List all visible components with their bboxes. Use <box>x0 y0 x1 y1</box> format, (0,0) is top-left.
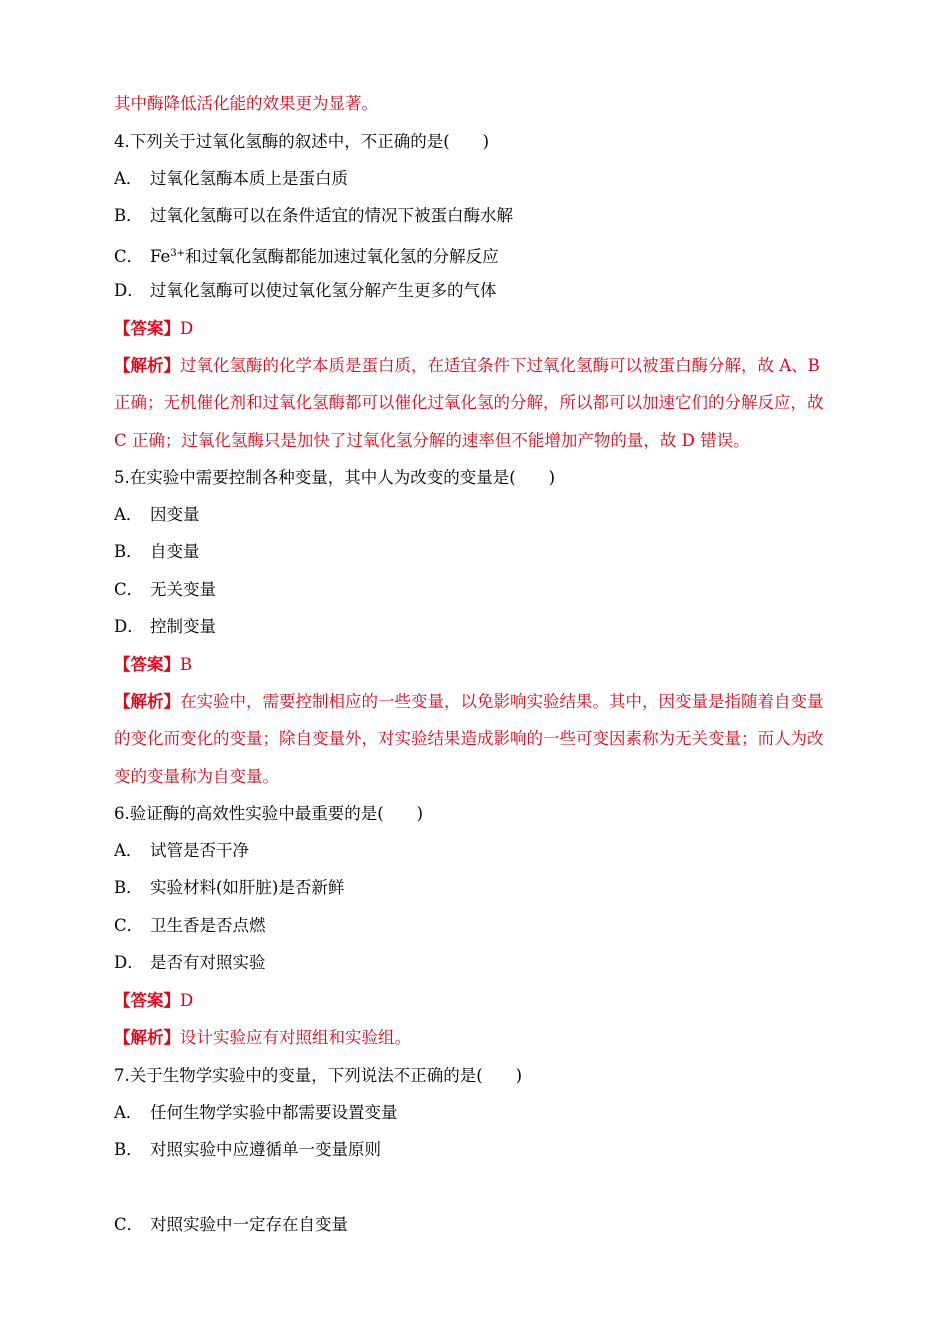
answer-tag: 【答案】 <box>114 991 180 1010</box>
question-4-option-b <box>114 205 513 227</box>
option-letter: C． <box>114 580 144 599</box>
option-text: 对照实验中一定存在自变量 <box>150 1215 348 1234</box>
question-5-analysis-line-1 <box>114 691 824 713</box>
analysis-tag: 【解析】 <box>114 692 180 711</box>
option-letter: D． <box>114 281 144 300</box>
option-text: 是否有对照实验 <box>150 953 266 972</box>
question-4-analysis-line-3: C 正确；过氧化氢酶只是加快了过氧化氢分解的速率但不能增加产物的量，故 D 错误。 <box>114 431 750 450</box>
question-5-option-a <box>114 504 200 526</box>
answer-tag: 【答案】 <box>114 655 180 674</box>
option-text: 任何生物学实验中都需要设置变量 <box>150 1103 398 1122</box>
question-5-option-c <box>114 579 216 601</box>
option-text: 控制变量 <box>150 617 216 636</box>
option-letter: B． <box>114 206 143 225</box>
question-6-stem: 6.验证酶的高效性实验中最重要的是( ) <box>114 804 424 823</box>
option-letter: B． <box>114 1140 143 1159</box>
question-4-analysis-line-2: 正确；无机催化剂和过氧化氢酶都可以催化过氧化氢的分解，所以都可以加速它们的分解反应，故 <box>114 393 824 412</box>
question-5-analysis-line-3: 变的变量称为自变量。 <box>114 767 279 786</box>
option-letter: C． <box>114 1215 144 1234</box>
answer-value: B <box>180 655 193 674</box>
analysis-tag: 【解析】 <box>114 356 180 375</box>
answer-value: D <box>180 319 194 338</box>
option-text: 过氧化氢酶本质上是蛋白质 <box>150 169 348 188</box>
question-4-option-d <box>114 280 497 302</box>
question-6-option-b <box>114 877 344 899</box>
option-text: 过氧化氢酶可以使过氧化氢分解产生更多的气体 <box>150 281 497 300</box>
question-5-stem: 5.在实验中需要控制各种变量，其中人为改变的变量是( ) <box>114 468 556 487</box>
option-letter: A． <box>114 169 143 188</box>
option-text: 试管是否干净 <box>150 841 249 860</box>
question-7-option-c <box>114 1214 348 1236</box>
option-text: 卫生香是否点燃 <box>150 916 266 935</box>
question-5-analysis-line-2: 的变化而变化的变量；除自变量外，对实验结果造成影响的一些可变因素称为无关变量；而人为改 <box>114 729 824 748</box>
option-letter: B． <box>114 878 143 897</box>
question-6-option-d <box>114 952 266 974</box>
option-superscript: 3+ <box>170 248 186 259</box>
option-letter: C． <box>114 916 144 935</box>
option-text: 过氧化氢酶可以在条件适宜的情况下被蛋白酶水解 <box>150 206 513 225</box>
option-letter: D． <box>114 617 144 636</box>
question-4-answer <box>114 318 193 340</box>
option-letter: C． <box>114 247 144 266</box>
question-6-option-a <box>114 840 249 862</box>
question-4-option-c <box>114 243 499 268</box>
question-4-stem: 4.下列关于过氧化氢酶的叙述中，不正确的是( ) <box>114 132 490 151</box>
option-text: 实验材料(如肝脏)是否新鲜 <box>150 878 345 897</box>
question-6-option-c <box>114 915 266 937</box>
question-6-analysis-line-1 <box>114 1027 411 1049</box>
option-text-prefix: Fe <box>150 247 171 266</box>
option-letter: B． <box>114 542 143 561</box>
option-letter: D． <box>114 953 144 972</box>
question-7-option-b <box>114 1139 381 1161</box>
question-7-option-a <box>114 1102 398 1124</box>
option-letter: A． <box>114 505 143 524</box>
analysis-text: 过氧化氢酶的化学本质是蛋白质，在适宜条件下过氧化氢酶可以被蛋白酶分解，故 A、B <box>180 356 820 375</box>
option-text: 因变量 <box>150 505 200 524</box>
answer-tag: 【答案】 <box>114 319 180 338</box>
question-5-option-d <box>114 616 216 638</box>
option-letter: A． <box>114 1103 143 1122</box>
option-text: 和过氧化氢酶都能加速过氧化氢的分解反应 <box>185 247 499 266</box>
question-7-stem: 7.关于生物学实验中的变量，下列说法不正确的是( ) <box>114 1066 523 1085</box>
analysis-tag: 【解析】 <box>114 1028 180 1047</box>
question-6-answer <box>114 990 193 1012</box>
question-5-option-b <box>114 541 200 563</box>
answer-value: D <box>180 991 194 1010</box>
question-4-option-a <box>114 168 348 190</box>
option-text: 对照实验中应遵循单一变量原则 <box>150 1140 381 1159</box>
intro-text: 其中酶降低活化能的效果更为显著。 <box>114 94 378 113</box>
option-letter: A． <box>114 841 143 860</box>
option-text: 无关变量 <box>150 580 216 599</box>
analysis-text: 在实验中，需要控制相应的一些变量，以免影响实验结果。其中，因变量是指随着自变量 <box>180 692 824 711</box>
option-text: 自变量 <box>150 542 200 561</box>
question-5-answer <box>114 654 192 676</box>
analysis-text: 设计实验应有对照组和实验组。 <box>180 1028 411 1047</box>
question-4-analysis-line-1 <box>114 355 820 377</box>
